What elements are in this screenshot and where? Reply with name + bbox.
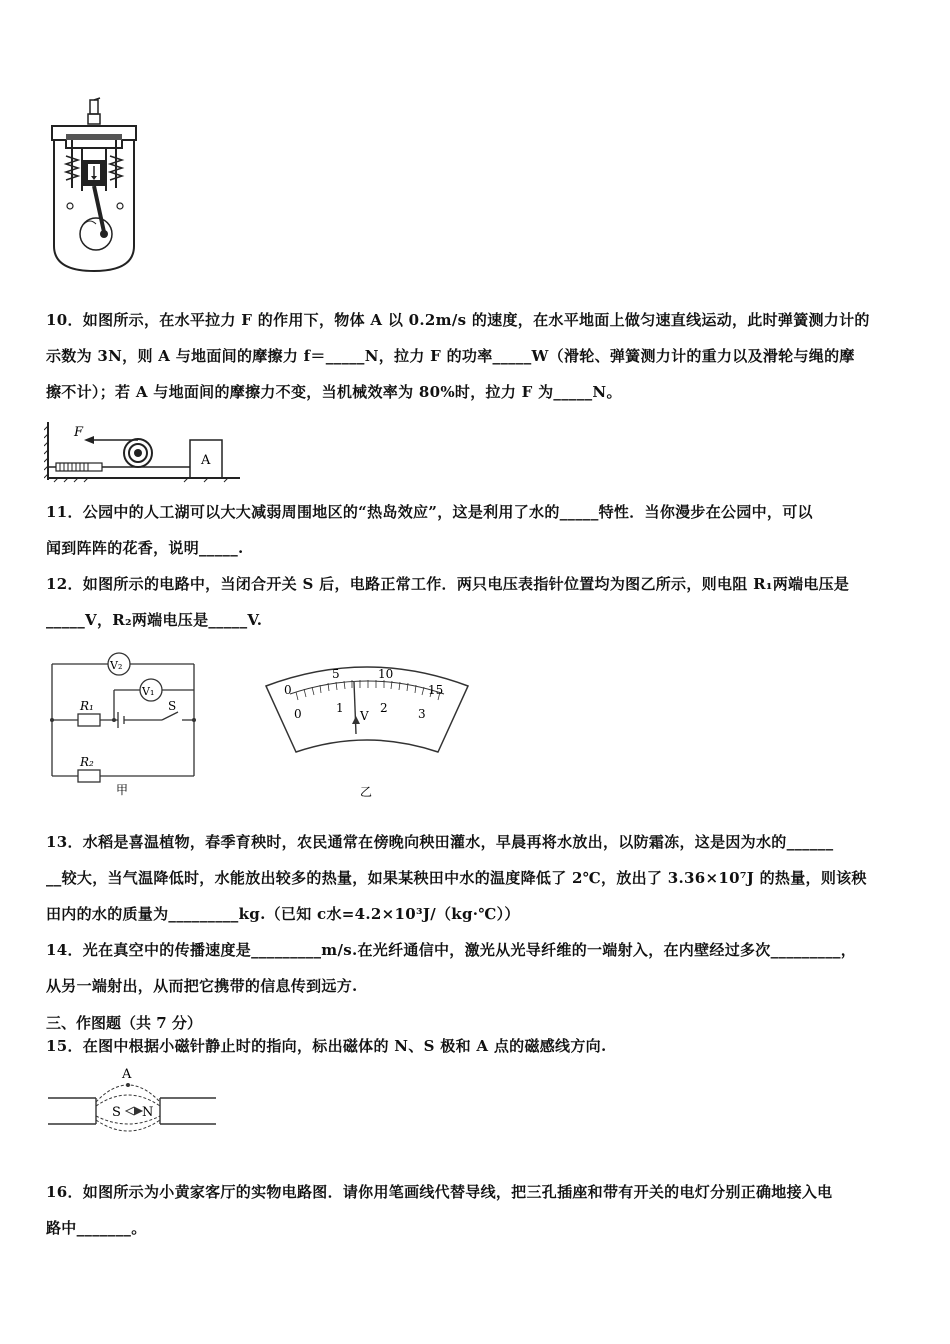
resistor-r2-label: R₂	[80, 755, 94, 769]
question-14	[46, 932, 906, 1004]
meter-unit-label: V	[360, 709, 369, 723]
question-10	[46, 302, 906, 410]
question-11	[46, 494, 906, 566]
q10-line-2: 示数为 3N，则 A 与地面间的摩擦力 f＝_____N，拉力 F 的功率_____W（滑轮、弹簧测力计的重力以及滑轮与绳的摩	[46, 347, 855, 365]
section-3-heading: 三、作图题（共 7 分）	[46, 1014, 202, 1032]
circuit-figure	[44, 648, 204, 798]
pulley-drawing	[44, 418, 244, 484]
force-label: F	[74, 425, 84, 440]
meter-lower-tick-1: 1	[336, 701, 344, 715]
q11-line-1: 11．公园中的人工湖可以大大减弱周围地区的“热岛效应”，这是利用了水的_____特性．当你漫步在公园中，可以	[46, 503, 813, 521]
block-a-label: A	[201, 453, 211, 468]
circuit-caption: 甲	[116, 783, 129, 797]
question-12	[46, 566, 906, 638]
question-16	[46, 1174, 906, 1246]
q15-line-1: 15．在图中根据小磁针静止时的指向，标出磁体的 N、S 极和 A 点的磁感线方向.	[46, 1037, 607, 1055]
q12-line-2: _____V，R₂两端电压是_____V.	[46, 611, 263, 629]
q14-line-1: 14．光在真空中的传播速度是_________m/s.在光纤通信中，激光从光导纤维的一端射入，在内壁经过多次_________，	[46, 941, 857, 959]
voltmeter-v2-label: V₂	[110, 659, 123, 672]
q13-line-3: 田内的水的质量为_________kg.（已知 c水=4.2×10³J/（kg·℃））	[46, 905, 520, 923]
q10-line-1: 10．如图所示，在水平拉力 F 的作用下，物体 A 以 0.2m/s 的速度，在水平地面上做匀速直线运动，此时弹簧测力计的	[46, 311, 870, 329]
q13-line-2: __较大，当气温降低时，水能放出较多的热量，如果某秧田中水的温度降低了 2℃，放出了 3.36×10⁷J 的热量，则该秧	[46, 869, 867, 887]
meter-lower-tick-2: 2	[380, 701, 388, 715]
magnet-figure	[44, 1066, 224, 1146]
q13-line-1: 13．水稻是喜温植物，春季育秧时，农民通常在傍晚向秧田灌水，早晨再将水放出，以防霜冻，这是因为水的______	[46, 833, 834, 851]
magnet-drawing	[44, 1066, 224, 1146]
q12-line-1: 12．如图所示的电路中，当闭合开关 S 后，电路正常工作．两只电压表指针位置均为图乙所示，则电阻 R₁两端电压是	[46, 575, 850, 593]
voltmeter-v1-label: V₁	[142, 685, 155, 698]
pulley-figure	[44, 418, 244, 484]
q14-line-2: 从另一端射出，从而把它携带的信息传到远方.	[46, 977, 358, 995]
resistor-r1-label: R₁	[80, 699, 94, 713]
q16-line-1: 16．如图所示为小黄家客厅的实物电路图．请你用笔画线代替导线，把三孔插座和带有开关的电灯分别正确地接入电	[46, 1183, 833, 1201]
meter-upper-tick-0: 0	[284, 683, 292, 697]
meter-lower-tick-0: 0	[294, 707, 302, 721]
question-13	[46, 824, 906, 932]
meter-lower-tick-3: 3	[418, 707, 426, 721]
circuit-drawing	[44, 648, 204, 798]
point-a-label: A	[122, 1067, 132, 1082]
q16-line-2: 路中_______。	[46, 1219, 147, 1237]
needle-s-label: S	[112, 1105, 121, 1120]
meter-upper-tick-5: 5	[332, 667, 340, 681]
engine-figure	[44, 96, 144, 276]
meter-caption: 乙	[360, 785, 373, 799]
q11-line-2: 闻到阵阵的花香，说明_____.	[46, 539, 244, 557]
q10-line-3: 擦不计）；若 A 与地面间的摩擦力不变，当机械效率为 80%时，拉力 F 为_____N。	[46, 383, 622, 401]
voltmeter-drawing	[262, 656, 472, 800]
question-15	[46, 1028, 906, 1064]
meter-upper-tick-15: 15	[428, 683, 444, 697]
meter-upper-tick-10: 10	[378, 667, 394, 681]
switch-label: S	[168, 699, 177, 713]
voltmeter-figure	[262, 656, 472, 800]
needle-n-label: N	[142, 1105, 154, 1120]
engine-drawing	[44, 96, 144, 276]
